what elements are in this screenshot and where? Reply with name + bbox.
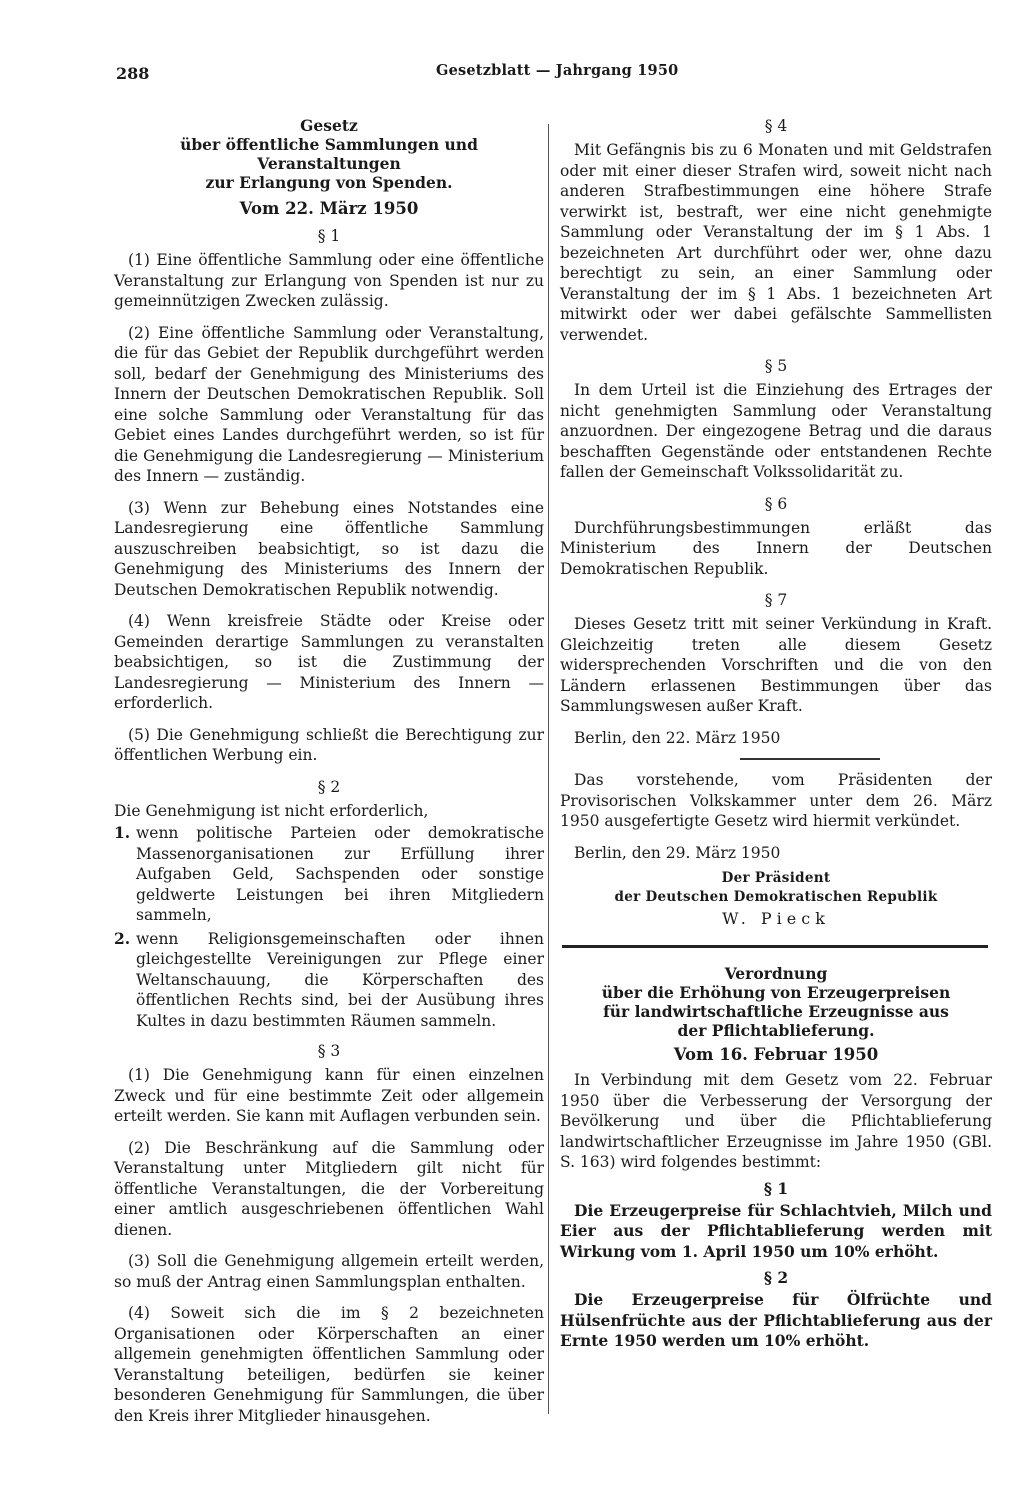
signer-title: Der Präsident xyxy=(721,870,831,886)
section-heading: § 2 xyxy=(763,1268,789,1287)
law-title-line-2: über öffentliche Sammlungen und Veranstaltungen xyxy=(180,135,478,173)
list-item-text: wenn politische Parteien oder demokratische Massenorganisationen zur Erfüllung ihrer Aufgaben Geld, Sachspenden oder sonstige geldwerte Leistungen bei ihren Mitgliedern sammeln, xyxy=(136,824,544,924)
right-column xyxy=(560,116,992,1352)
signer-title: der Deutschen Demokratischen Republik xyxy=(614,889,938,905)
list-item-text: wenn Religionsgemeinschaften oder ihnen gleichgestellte Vereinigungen zur Pflege einer Weltanschauung, die Körperschaften des öffentlichen Rechts sind, bei der Ausübung ihres Kultes in dazu bestimmten Räumen sammeln. xyxy=(136,929,544,1030)
section-heading: § 1 xyxy=(317,227,341,245)
paragraph: (4) Wenn kreisfreie Städte oder Kreise oder Gemeinden derartige Sammlungen zu veranstalten beabsichtigen, so ist die Zustimmung der Landesregierung — Ministerium des Innern — erforderlich. xyxy=(114,612,544,712)
section-heading: § 7 xyxy=(764,591,788,609)
paragraph: (1) Eine öffentliche Sammlung oder eine öffentliche Veranstaltung zur Erlangung von Spenden ist nur zu gemeinnützigen Zwecken zulässig. xyxy=(114,251,544,310)
paragraph: (2) Die Beschränkung auf die Sammlung oder Veranstaltung unter Mitgliedern gilt nicht für öffentliche Veranstaltungen, die der Vorbereitung einer amtlich ausgeschriebenen öffentlichen Wahl dienen. xyxy=(114,1138,544,1239)
decree-date: Vom 16. Februar 1950 xyxy=(673,1045,879,1064)
paragraph: (1) Die Genehmigung kann für einen einzelnen Zweck und für eine bestimmte Zeit oder allgemein erteilt werden. Sie kann mit Auflagen verbunden sein. xyxy=(114,1066,544,1125)
paragraph: Durchführungsbestimmungen erläßt das Ministerium des Innern der Deutschen Demokratischen Republik. xyxy=(560,518,992,578)
section-heading: § 5 xyxy=(764,357,788,375)
signer-name: W. Pieck xyxy=(722,909,830,928)
section-heading: § 6 xyxy=(764,494,788,513)
paragraph: (3) Wenn zur Behebung eines Notstandes eine Landesregierung eine öffentliche Sammlung auszuschreiben beabsichtigt, so ist dazu die Genehmigung des Ministeriums des Innern der Deutschen Demokratischen Republik notwendig. xyxy=(114,498,544,599)
left-column xyxy=(114,116,544,1426)
section-heading: § 2 xyxy=(317,777,341,796)
decree-title-line-3: für landwirtschaftliche Erzeugnisse aus xyxy=(603,1002,949,1021)
decree-title-line-1: Verordnung xyxy=(724,964,828,983)
list-number: 1. xyxy=(114,823,131,842)
section-heading: § 1 xyxy=(763,1178,789,1198)
decree-title-line-4: der Pflichtablieferung. xyxy=(677,1021,875,1040)
running-head: Gesetzblatt — Jahrgang 1950 xyxy=(436,62,679,79)
list-number: 2. xyxy=(114,928,131,948)
page-number: 288 xyxy=(116,64,150,83)
list-item xyxy=(114,823,544,926)
paragraph: In dem Urteil ist die Einziehung des Ertrages der nicht genehmigten Sammlung oder Veranstaltung anzuordnen. Der eingezogene Betrag und die daraus beschafften Gegenstände oder entstandenen Rechte fallen der Gemeinschaft Volkssolidarität zu. xyxy=(560,381,992,481)
paragraph: (5) Die Genehmigung schließt die Berechtigung zur öffentlichen Werbung ein. xyxy=(114,725,544,764)
promulgation-text: Das vorstehende, vom Präsidenten der Provisorischen Volkskammer unter dem 26. März 1950 ausgefertigte Gesetz wird hiermit verkündet. xyxy=(560,771,992,830)
paragraph: (3) Soll die Genehmigung allgemein erteilt werden, so muß der Antrag einen Sammlungsplan enthalten. xyxy=(114,1252,544,1291)
law-date: Vom 22. März 1950 xyxy=(239,199,419,218)
place-date: Berlin, den 22. März 1950 xyxy=(574,728,781,747)
divider xyxy=(562,945,988,948)
paragraph: Die Erzeugerpreise für Schlachtvieh, Milch und Eier aus der Pflichtablieferung werden mit Wirkung vom 1. April 1950 um 10% erhöht. xyxy=(560,1200,992,1261)
section-heading: § 4 xyxy=(764,117,788,135)
paragraph: (4) Soweit sich die im § 2 bezeichneten Organisationen oder Körperschaften an einer allgemein genehmigten öffentlichen Sammlung oder Veranstaltung beteiligen, bedürfen sie keiner besonderen Genehmigung für Sammlungen, die über den Kreis ihrer Mitglieder hinausgehen. xyxy=(114,1304,544,1425)
place-date: Berlin, den 29. März 1950 xyxy=(574,843,781,862)
law-title-line-1: Gesetz xyxy=(300,116,358,135)
law-title-line-3: zur Erlangung von Spenden. xyxy=(205,173,453,192)
list-item xyxy=(114,929,544,1032)
decree-title-line-2: über die Erhöhung von Erzeugerpreisen xyxy=(601,983,951,1002)
preamble: In Verbindung mit dem Gesetz vom 22. Februar 1950 über die Verbesserung der Versorgung der Bevölkerung und über die Pflichtablieferung landwirtschaftlicher Erzeugnisse im Jahre 1950 (GBl. S. 163) wird folgendes bestimmt: xyxy=(560,1071,992,1171)
column-separator xyxy=(548,124,549,1414)
paragraph: Mit Gefängnis bis zu 6 Monaten und mit Geldstrafen oder mit einer dieser Strafen wird, soweit nicht nach anderen Strafbestimmungen eine höhere Strafe verwirkt ist, bestraft, wer eine nicht genehmigte Sammlung oder Veranstaltung der im § 1 Abs. 1 bezeichneten Art durchführt oder wer, ohne dazu berechtigt zu sein, an einer Sammlung oder Veranstaltung der im § 1 Abs. 1 bezeichneten Art mitwirkt oder wer dabei gefälschte Sammellisten verwendet. xyxy=(560,141,992,344)
paragraph: Die Genehmigung ist nicht erforderlich, xyxy=(114,801,429,820)
paragraph: (2) Eine öffentliche Sammlung oder Veranstaltung, die für das Gebiet der Republik durchgeführt werden soll, bedarf der Genehmigung des Ministeriums des Innern der Deutschen Demokratischen Republik. Soll eine solche Sammlung oder Veranstaltung für das Gebiet eines Landes durchgeführt werden, so ist für die Genehmigung die Landesregierung — Ministerium des Innern — zuständig. xyxy=(114,323,544,485)
paragraph: Dieses Gesetz tritt mit seiner Verkündung in Kraft. Gleichzeitig treten alle diesem Gesetz widersprechenden Vorschriften und die von den Ländern erlassenen Bestimmungen über das Sammlungswesen außer Kraft. xyxy=(560,615,992,715)
divider xyxy=(740,758,880,760)
section-heading: § 3 xyxy=(317,1042,341,1060)
paragraph: Die Erzeugerpreise für Ölfrüchte und Hülsenfrüchte aus der Pflichtablieferung aus der Ernte 1950 werden um 10% erhöht. xyxy=(560,1290,992,1350)
